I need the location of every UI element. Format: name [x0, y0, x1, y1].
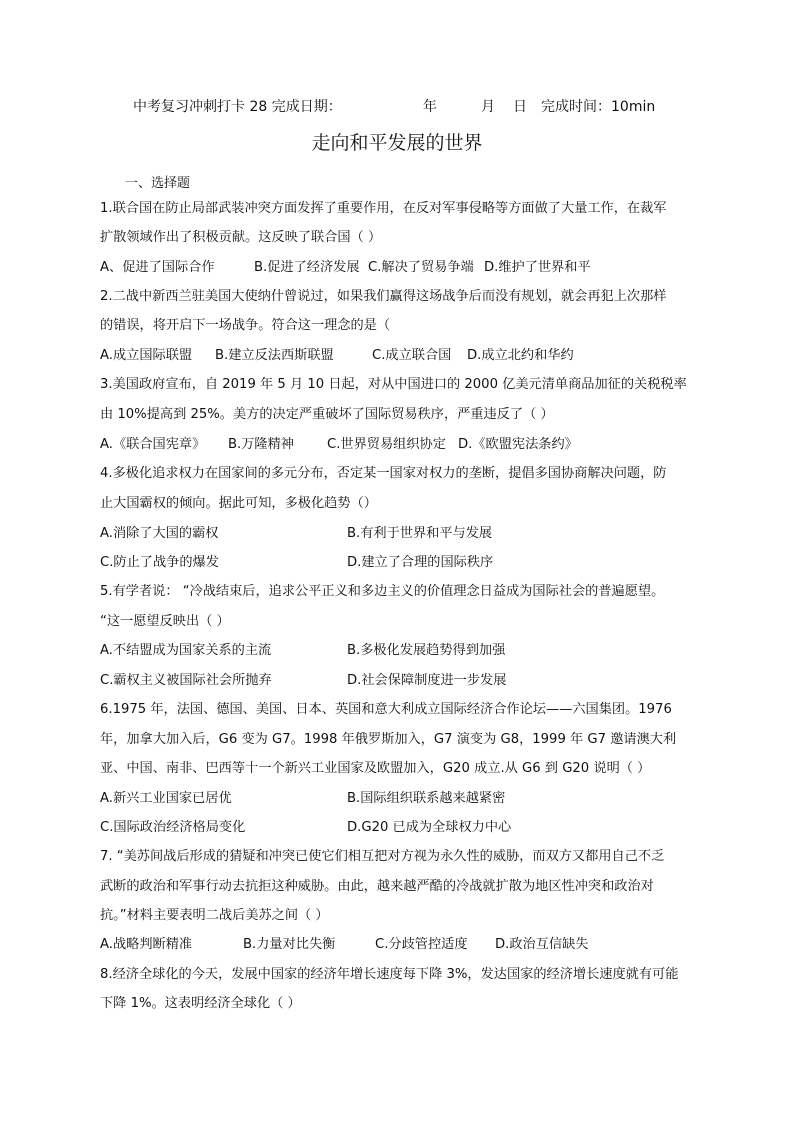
question-8-line-2: 下降 1%。这表明经济全球化（ ） [100, 996, 301, 1011]
question-3-line-1: 3.美国政府宣布，自 2019 年 5 月 10 日起，对从中国进口的 2000 亿美元清单商品加征的关税税率 [100, 377, 687, 392]
question-2-option-a: A.成立国际联盟 [100, 348, 193, 363]
section-heading: 一、选择题 [125, 176, 191, 191]
question-7-option-c: C.分歧管控适度 [375, 937, 468, 952]
question-5-option-a: A.不结盟成为国家关系的主流 [100, 643, 272, 658]
question-7-line-3: 抗。”材料主要表明二战后美苏之间（ ） [100, 908, 329, 923]
question-3-line-2: 由 10%提高到 25%。美方的决定严重破坏了国际贸易秩序，严重违反了（ ） [100, 407, 554, 422]
page-title: 走向和平发展的世界 [311, 132, 483, 154]
question-2-option-b: B.建立反法西斯联盟 [215, 348, 334, 363]
question-4-option-d: D.建立了合理的国际秩序 [347, 555, 494, 570]
question-2-line-2: 的错误，将开启下一场战争。符合这一理念的是（ [100, 318, 391, 333]
question-5-option-d: D.社会保障制度进一步发展 [347, 673, 507, 688]
question-3-option-b: B.万隆精神 [228, 437, 294, 452]
question-6-option-c: C.国际政治经济格局变化 [100, 820, 246, 835]
question-6-line-1: 6.1975 年，法国、德国、美国、日本、英国和意大利成立国际经济合作论坛——六国集团。1976 [100, 702, 672, 717]
question-1-line-1: 1.联合国在防止局部武装冲突方面发挥了重要作用，在反对军事侵略等方面做了大量工作，在裁军 [100, 201, 667, 216]
question-4-line-2: 止大国霸权的倾向。据此可知，多极化趋势（） [100, 496, 377, 511]
question-3-option-a: A.《联合国宪章》 [100, 437, 206, 452]
question-5-option-c: C.霸权主义被国际社会所抛弃 [100, 673, 272, 688]
question-7-option-a: A.战略判断精准 [100, 937, 193, 952]
question-6-option-b: B.国际组织联系越来越紧密 [347, 791, 506, 806]
header-year: 年 [423, 99, 437, 115]
question-7-line-2: 武断的政治和军事行动去抗拒这种威胁。由此，越来越严酷的冷战就扩散为地区性冲突和政治对 [100, 879, 654, 894]
question-1-option-c: C.解决了贸易争端 [368, 260, 474, 275]
question-6-option-d: D.G20 已成为全球权力中心 [347, 820, 512, 835]
question-1-option-d: D.维护了世界和平 [484, 260, 591, 275]
question-3-option-c: C.世界贸易组织协定 [327, 437, 446, 452]
question-5-option-b: B.多极化发展趋势得到加强 [347, 643, 506, 658]
header-completion-time: 完成时间：10min [541, 99, 656, 115]
question-4-option-a: A.消除了大国的霸权 [100, 526, 219, 541]
question-2-line-1: 2.二战中新西兰驻美国大使纳什曾说过，如果我们赢得这场战争后而没有规划，就会再犯上次那样 [100, 289, 667, 304]
question-8-line-1: 8.经济全球化的今天，发展中国家的经济年增长速度每下降 3%，发达国家的经济增长速度就有可能 [100, 967, 679, 982]
question-2-option-d: D.成立北约和华约 [467, 348, 574, 363]
question-7-option-b: B.力量对比失衡 [243, 937, 336, 952]
question-7-line-1: 7. “美苏间战后形成的猜疑和冲突已使它们相互把对方视为永久性的威胁，而双方又都用自己不乏 [100, 849, 665, 864]
question-1-line-2: 扩散领域作出了积极贡献。这反映了联合国（ ） [100, 230, 382, 245]
question-2-option-c: C.成立联合国 [372, 348, 452, 363]
header-prefix: 中考复习冲刺打卡 28 完成日期： [133, 99, 342, 115]
question-1-option-a: A、促进了国际合作 [100, 260, 215, 275]
question-1-option-b: B.促进了经济发展 [254, 260, 360, 275]
question-3-option-d: D.《欧盟宪法条约》 [458, 437, 578, 452]
question-4-option-b: B.有利于世界和平与发展 [347, 526, 493, 541]
question-4-option-c: C.防止了战争的爆发 [100, 555, 219, 570]
question-6-option-a: A.新兴工业国家已居优 [100, 791, 232, 806]
question-5-line-2: “这一愿望反映出（ ） [100, 614, 230, 629]
question-6-line-2: 年，加拿大加入后，G6 变为 G7。1998 年俄罗斯加入，G7 演变为 G8，1999 年 G7 邀请澳大利 [100, 732, 677, 747]
question-5-line-1: 5.有学者说： “冷战结束后，追求公平正义和多边主义的价值理念日益成为国际社会的普遍愿望。 [100, 584, 665, 599]
question-6-line-3: 亚、中国、南非、巴西等十一个新兴工业国家及欧盟加入，G20 成立.从 G6 到 G20 说明（ ） [100, 761, 651, 776]
question-7-option-d: D.政治互信缺失 [495, 937, 589, 952]
header-month: 月 [481, 99, 495, 115]
header-day: 日 [513, 99, 527, 115]
question-4-line-1: 4.多极化追求权力在国家间的多元分布，否定某一国家对权力的垄断，提倡多国协商解决问题，防 [100, 466, 667, 481]
